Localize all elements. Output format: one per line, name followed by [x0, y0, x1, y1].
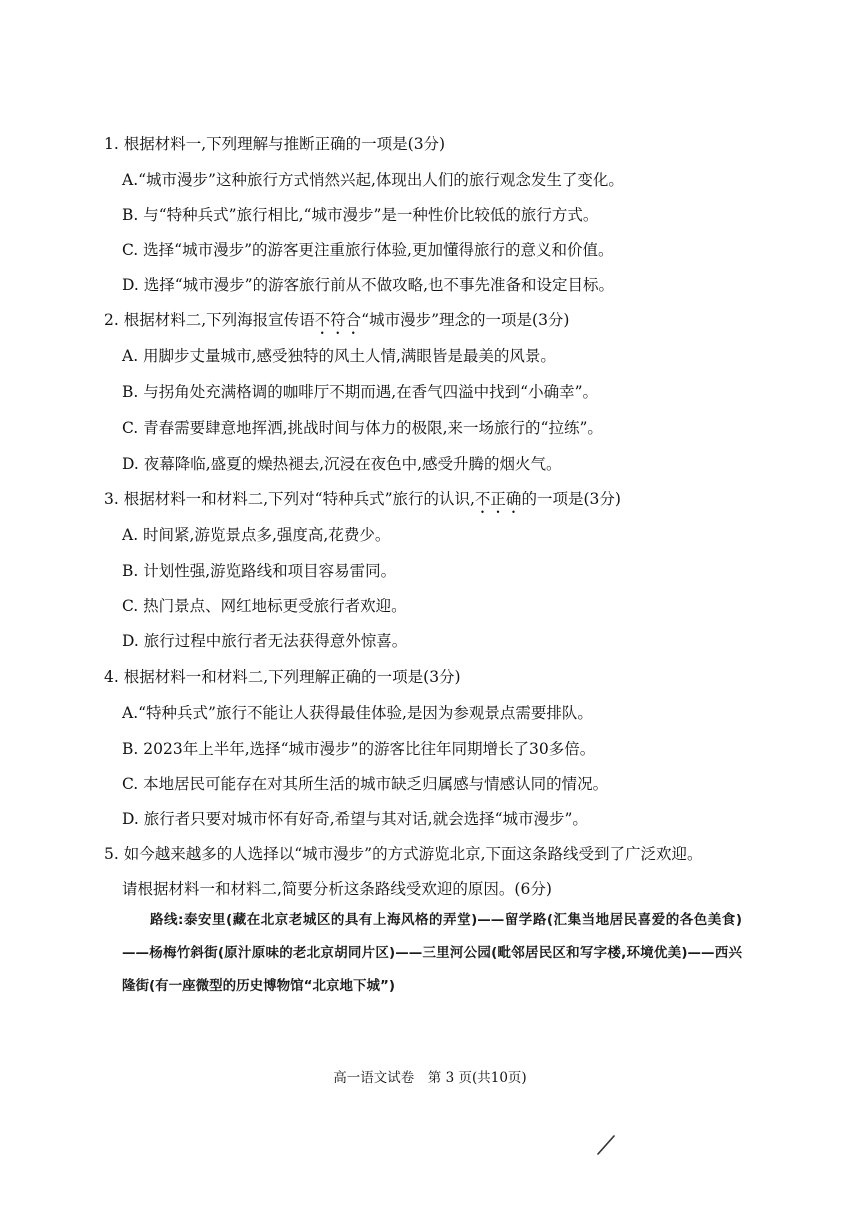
- question-4-stem: 4. 根据材料一和材料二,下列理解正确的一项是(3分): [104, 668, 461, 686]
- question-3-stem-post: 的一项是(3分): [521, 490, 621, 508]
- page-footer: 高一语文试卷 第 3 页(共10页): [333, 1070, 527, 1086]
- question-2-stem-post: “城市漫步”理念的一项是(3分): [361, 311, 570, 329]
- question-1-stem: 1. 根据材料一,下列理解与推断正确的一项是(3分): [104, 135, 446, 153]
- pen-stroke-mark: [596, 1132, 618, 1156]
- question-2-option-b: B. 与拐角处充满格调的咖啡厅不期而遇,在香气四溢中找到“小确幸”。: [122, 383, 599, 401]
- question-4-option-d: D. 旅行者只要对城市怀有好奇,希望与其对话,就会选择“城市漫步”。: [122, 810, 588, 828]
- question-3-option-c: C. 热门景点、网红地标更受旅行者欢迎。: [122, 597, 407, 615]
- question-1-option-b: B. 与“特种兵式”旅行相比,“城市漫步”是一种性价比较低的旅行方式。: [122, 206, 599, 224]
- question-2-option-a: A. 用脚步丈量城市,感受独特的风土人情,满眼皆是最美的风景。: [122, 347, 556, 365]
- question-4-option-b: B. 2023年上半年,选择“城市漫步”的游客比往年同期增长了30多倍。: [122, 740, 596, 758]
- question-2-option-d: D. 夜幕降临,盛夏的燥热褪去,沉浸在夜色中,感受升腾的烟火气。: [122, 455, 562, 473]
- question-3-stem-pre: 3. 根据材料一和材料二,下列对“特种兵式”旅行的认识,: [104, 490, 475, 508]
- question-4-option-c: C. 本地居民可能存在对其所生活的城市缺乏归属感与情感认同的情况。: [122, 775, 609, 793]
- question-1-option-c: C. 选择“城市漫步”的游客更注重旅行体验,更加懂得旅行的意义和价值。: [122, 241, 614, 259]
- question-1-option-a: A.“城市漫步”这种旅行方式悄然兴起,体现出人们的旅行观念发生了变化。: [122, 171, 624, 189]
- question-3-emphasis: 不正确: [474, 490, 522, 508]
- question-3-stem: [104, 489, 621, 517]
- question-2-stem-pre: 2. 根据材料二,下列海报宣传语: [104, 311, 315, 329]
- question-5-stem-line-1: 5. 如今越来越多的人选择以“城市漫步”的方式游览北京,下面这条路线受到了广泛欢迎。: [104, 845, 703, 863]
- question-4-option-a: A.“特种兵式”旅行不能让人获得最佳体验,是因为参观景点需要排队。: [122, 704, 593, 722]
- question-2-option-c: C. 青春需要肆意地挥洒,挑战时间与体力的极限,来一场旅行的“拉练”。: [122, 419, 603, 437]
- question-2-emphasis: 不符合: [314, 311, 362, 329]
- question-5-stem-line-2: 请根据材料一和材料二,简要分析这条路线受欢迎的原因。(6分): [122, 880, 552, 898]
- question-1-option-d: D. 选择“城市漫步”的游客旅行前从不做攻略,也不事先准备和设定目标。: [122, 276, 615, 294]
- question-2-stem: [104, 310, 569, 338]
- question-3-option-d: D. 旅行过程中旅行者无法获得意外惊喜。: [122, 632, 408, 650]
- question-3-option-b: B. 计划性强,游览路线和项目容易雷同。: [122, 562, 397, 580]
- question-5-route-text: 路线:泰安里(藏在北京老城区的具有上海风格的弄堂)——留学路(汇集当地居民喜爱的各色美食)——杨梅竹斜街(原汁原味的老北京胡同片区)——三里河公园(毗邻居民区和写字楼,环境优美)——西兴隆街(有一座微型的历史博物馆“北京地下城”): [122, 912, 742, 994]
- question-3-option-a: A. 时间紧,游览景点多,强度高,花费少。: [122, 526, 391, 544]
